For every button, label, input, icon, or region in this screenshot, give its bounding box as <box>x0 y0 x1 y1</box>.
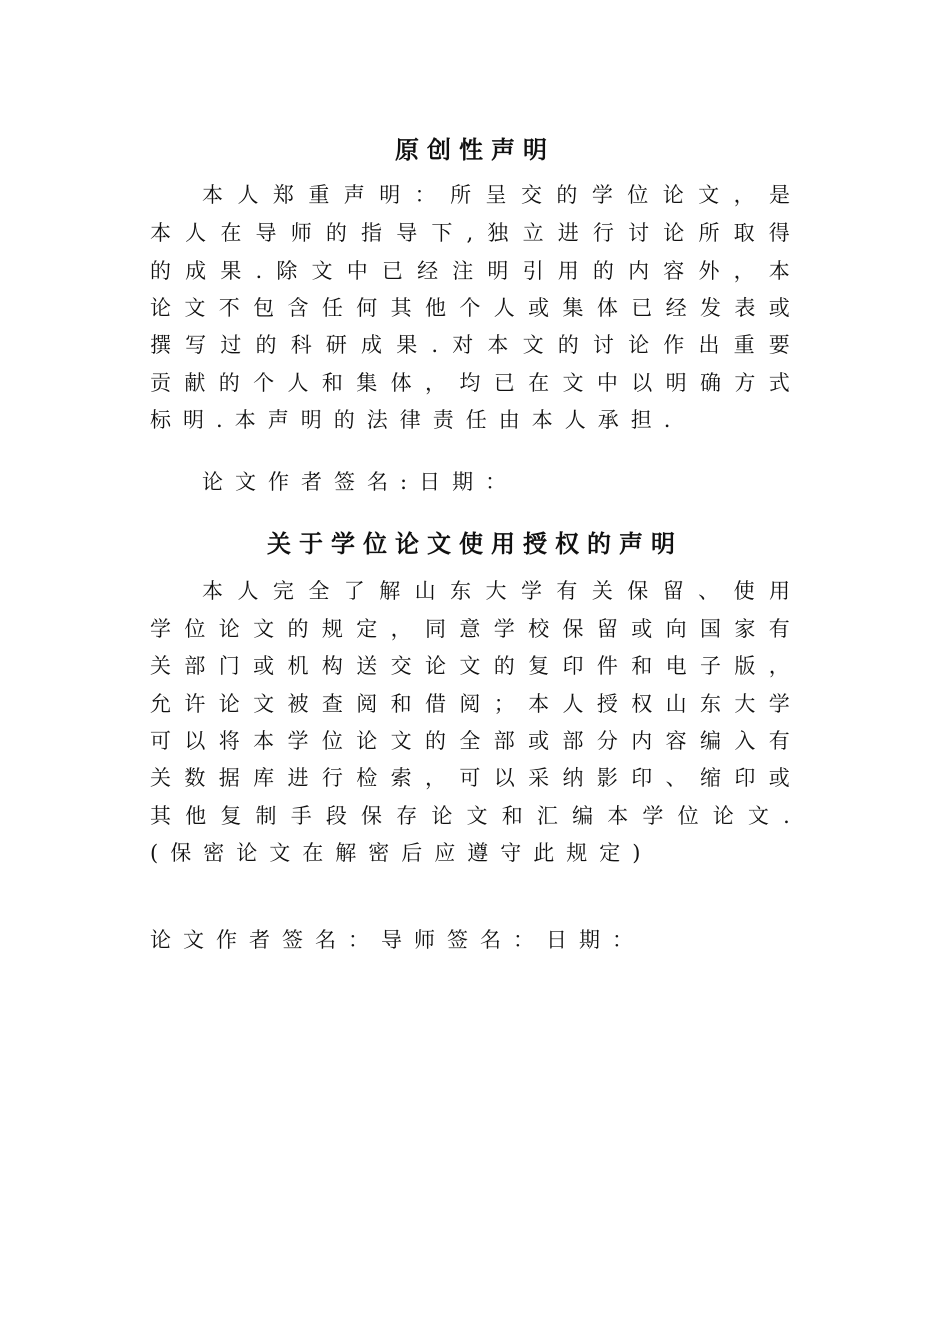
originality-line-4: 论 文 不 包 含 任 何 其 他 个 人 或 集 体 已 经 发 表 或 <box>150 296 790 320</box>
authorization-line-2: 学 位 论 文 的 规 定 ， 同 意 学 校 保 留 或 向 国 家 有 <box>150 617 790 641</box>
originality-line-5: 撰 写 过 的 科 研 成 果 . 对 本 文 的 讨 论 作 出 重 要 <box>150 333 790 357</box>
authorization-signature-line: 论 文 作 者 签 名 ： 导 师 签 名 ： 日 期 ： <box>150 928 633 952</box>
authorization-line-3: 关 部 门 或 机 构 送 交 论 文 的 复 印 件 和 电 子 版 ， <box>150 654 790 678</box>
authorization-line-6: 关 数 据 库 进 行 检 索 ， 可 以 采 纳 影 印 、 缩 印 或 <box>150 766 790 790</box>
authorization-title: 关于学位论文使用授权的声明 <box>267 529 683 558</box>
authorization-line-5: 可 以 将 本 学 位 论 文 的 全 部 或 部 分 内 容 编 入 有 <box>150 729 790 753</box>
authorization-line-8: ( 保 密 论 文 在 解 密 后 应 遵 守 此 规 定 ) <box>150 841 641 865</box>
originality-title: 原创性声明 <box>395 135 555 164</box>
originality-line-2: 本 人 在 导 师 的 指 导 下 , 独 立 进 行 讨 论 所 取 得 <box>150 221 790 245</box>
originality-line-6: 贡 献 的 个 人 和 集 体 ， 均 已 在 文 中 以 明 确 方 式 <box>150 371 790 395</box>
originality-line-1: 本 人 郑 重 声 明 ： 所 呈 交 的 学 位 论 文 ， 是 <box>202 183 790 207</box>
originality-line-3: 的 成 果 . 除 文 中 已 经 注 明 引 用 的 内 容 外 ， 本 <box>150 259 790 283</box>
originality-line-7: 标 明 . 本 声 明 的 法 律 责 任 由 本 人 承 担 . <box>150 408 671 432</box>
originality-signature-line: 论 文 作 者 签 名 : 日 期 ： <box>202 470 507 494</box>
authorization-line-1: 本 人 完 全 了 解 山 东 大 学 有 关 保 留 、 使 用 <box>202 579 790 603</box>
authorization-line-7: 其 他 复 制 手 段 保 存 论 文 和 汇 编 本 学 位 论 文 . <box>150 804 790 828</box>
authorization-line-4: 允 许 论 文 被 查 阅 和 借 阅 ； 本 人 授 权 山 东 大 学 <box>150 692 790 716</box>
